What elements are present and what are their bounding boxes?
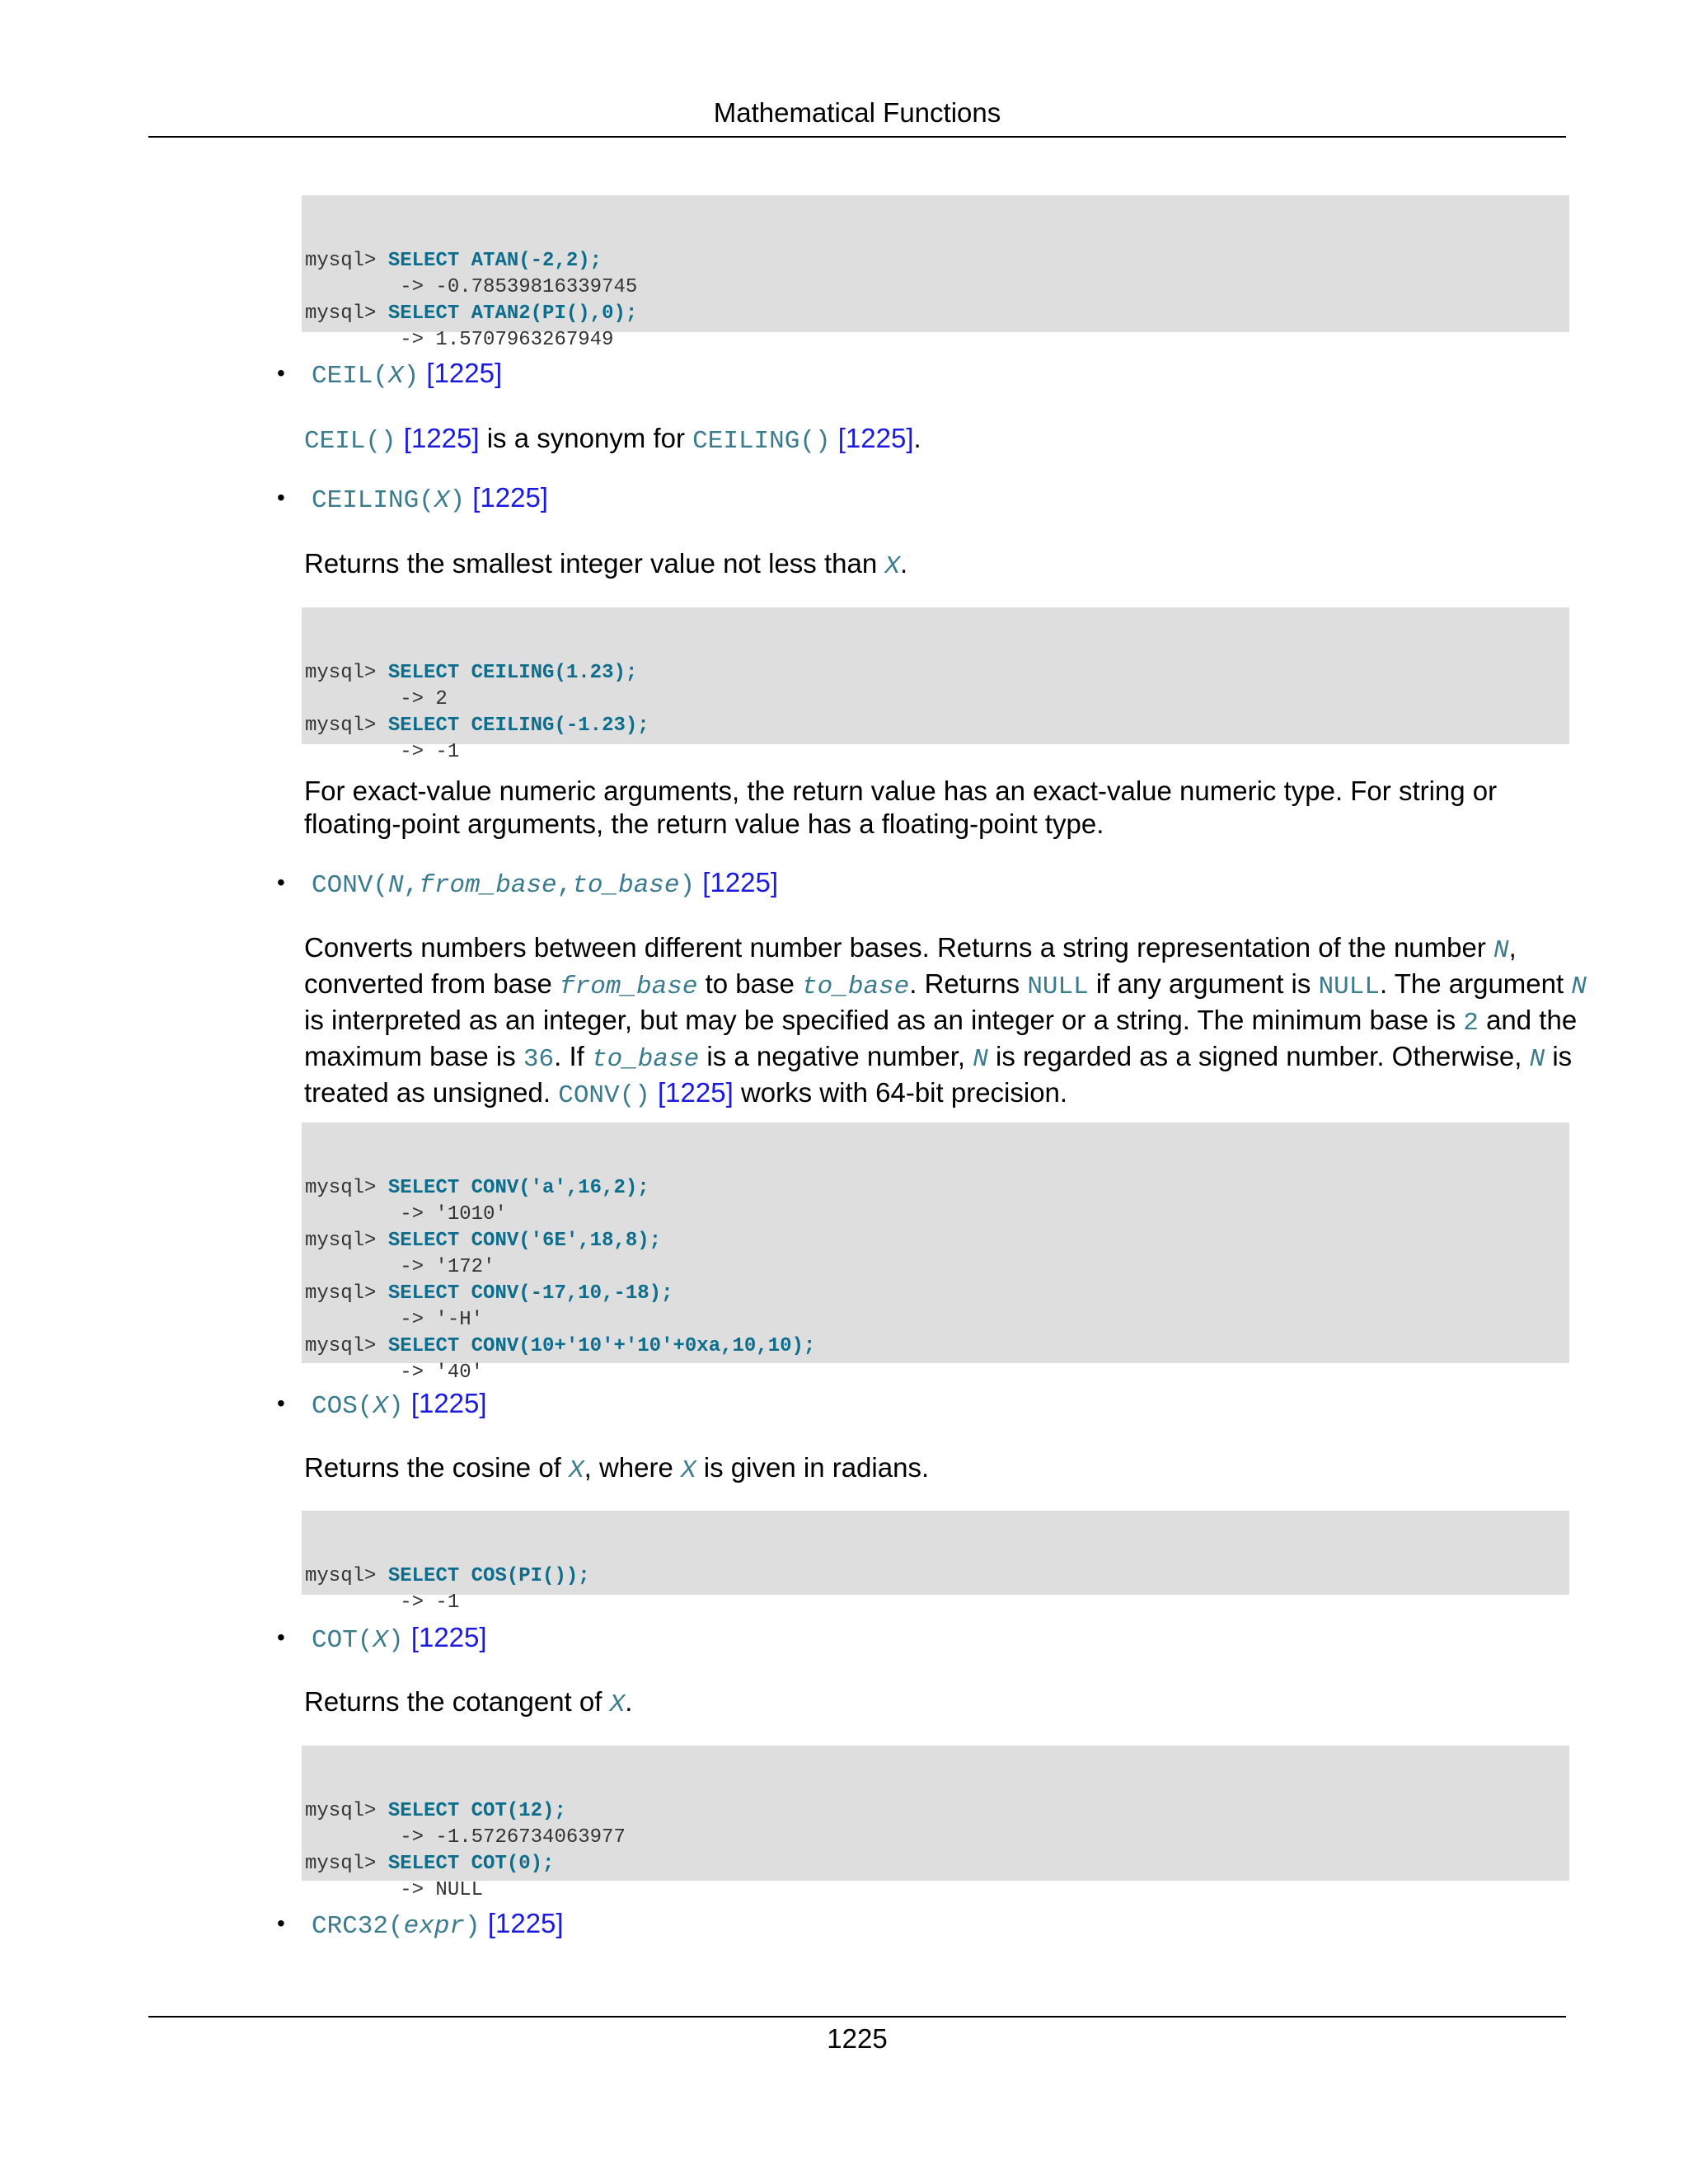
ceil-ref-link[interactable]: [1225]	[426, 358, 503, 388]
bullet-crc32: •	[277, 1910, 285, 1936]
function-heading-cos: COS(X) [1225]	[312, 1388, 487, 1421]
conv-desc-ref-link[interactable]: [1225]	[658, 1077, 734, 1108]
ceiling-description: Returns the smallest integer value not less than X.	[304, 548, 908, 581]
exact-value-paragraph: For exact-value numeric arguments, the return value has an exact-value numeric type. For string or floating-point arguments, the return value has a floating-point type.	[304, 776, 1498, 839]
cot-description: Returns the cotangent of X.	[304, 1686, 633, 1719]
bullet-ceiling: •	[277, 485, 285, 510]
function-heading-ceiling: CEILING(X) [1225]	[312, 482, 548, 515]
crc32-ref-link[interactable]: [1225]	[487, 1908, 564, 1938]
page-number: 1225	[827, 2023, 888, 2054]
function-heading-conv: CONV(N,from_base,to_base) [1225]	[312, 867, 779, 900]
cot-ref-link[interactable]: [1225]	[410, 1622, 487, 1652]
conv-description: Converts numbers between different number bases. Returns a string representation of the number N, converted from base from_base to base to_base. Returns NULL if any argument is NULL. The argument N is interpreted as an integer, but may be specified as an integer or a string. The minimum base is 2 and the maximum base is 36. If to_base is a negative number, N is regarded as a signed number. Otherwise, N is treated as unsigned. CONV() [1225] works with 64-bit precision.	[304, 932, 1587, 1110]
ceiling-desc-ref-link[interactable]: [1225]	[837, 423, 914, 453]
ceil-description: CEIL() [1225] is a synonym for CEILING() [1225].	[304, 423, 921, 456]
conv-fn-link[interactable]: CONV()	[558, 1081, 650, 1110]
code-block-atan: mysql> SELECT ATAN(-2,2); -> -0.78539816339745 mysql> SELECT ATAN2(PI(),0); -> 1.5707963267949	[302, 195, 1569, 332]
code-block-ceiling: mysql> SELECT CEILING(1.23); -> 2 mysql> SELECT CEILING(-1.23); -> -1	[302, 607, 1569, 744]
code-block-conv: mysql> SELECT CONV('a',16,2); -> '1010' mysql> SELECT CONV('6E',18,8); -> '172' mysql> SELECT CONV(-17,10,-18); -> '-H' mysql> SELECT CONV(10+'10'+'10'+0xa,10,10); -> '40'	[302, 1122, 1569, 1363]
cos-ref-link[interactable]: [1225]	[410, 1388, 487, 1418]
conv-ref-link[interactable]: [1225]	[702, 867, 779, 898]
ceiling-fn-link[interactable]: CEILING()	[692, 427, 831, 456]
ceiling-ref-link[interactable]: [1225]	[472, 482, 548, 513]
bullet-cos: •	[277, 1390, 285, 1416]
bullet-cot: •	[277, 1624, 285, 1650]
bullet-conv: •	[277, 869, 285, 895]
code-block-cos: mysql> SELECT COS(PI()); -> -1	[302, 1511, 1569, 1595]
ceil-fn-link[interactable]: CEIL()	[304, 427, 396, 456]
header-rule	[148, 136, 1566, 138]
page-header-title: Mathematical Functions	[713, 97, 1001, 128]
function-heading-ceil: CEIL(X) [1225]	[312, 358, 503, 391]
ceil-desc-ref-link[interactable]: [1225]	[403, 423, 480, 453]
function-heading-crc32: CRC32(expr) [1225]	[312, 1908, 564, 1941]
footer-rule	[148, 2016, 1566, 2018]
code-block-cot: mysql> SELECT COT(12); -> -1.5726734063977 mysql> SELECT COT(0); -> NULL	[302, 1746, 1569, 1881]
function-heading-cot: COT(X) [1225]	[312, 1622, 487, 1655]
cos-description: Returns the cosine of X, where X is given in radians.	[304, 1452, 930, 1485]
bullet-ceil: •	[277, 360, 285, 386]
